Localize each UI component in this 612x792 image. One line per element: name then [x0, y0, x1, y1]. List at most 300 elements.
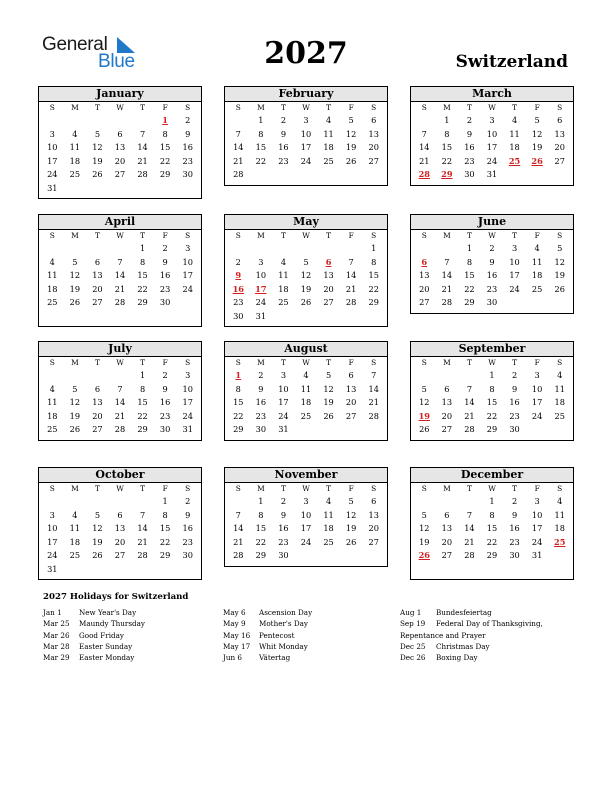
day: 5 [348, 496, 354, 506]
weekday-header: T [466, 231, 472, 240]
day: 31 [47, 182, 58, 193]
weekday-header: M [71, 358, 79, 367]
day: 15 [159, 142, 171, 153]
weekday-header: T [280, 358, 286, 367]
day: 26 [345, 155, 357, 166]
day: 23 [509, 536, 520, 547]
day: 17 [509, 270, 520, 281]
day: 7 [421, 128, 427, 139]
day: 5 [325, 370, 332, 380]
day: 21 [114, 283, 126, 294]
day: 18 [509, 142, 520, 153]
holiday-name: Boxing Day [436, 653, 478, 663]
day: 20 [92, 410, 103, 421]
holiday-date: Mar 29 [43, 653, 70, 663]
day: 21 [345, 283, 357, 294]
weekday-header: F [348, 358, 354, 367]
day: 14 [233, 142, 244, 153]
day: 30 [509, 424, 520, 435]
day: 20 [114, 536, 126, 547]
day: 12 [69, 397, 81, 408]
day: 19 [323, 397, 334, 408]
holiday-name: Pentecost [259, 630, 295, 640]
weekday-header: M [443, 231, 451, 240]
empty-day [109, 242, 132, 256]
day: 22 [255, 155, 267, 166]
weekday-header: T [326, 231, 332, 240]
day: 12 [69, 270, 81, 281]
day: 10 [182, 383, 193, 394]
weekday-header: S [185, 103, 191, 112]
day: 24 [531, 410, 543, 421]
day: 24 [509, 283, 520, 294]
day: 16 [159, 397, 171, 408]
day: 16 [509, 523, 520, 534]
day: 24 [531, 536, 543, 547]
day: 13 [114, 142, 126, 153]
day: 3 [534, 496, 540, 506]
day: 21 [137, 536, 148, 547]
holiday-name: Vätertag [259, 653, 291, 663]
day: 13 [419, 270, 430, 281]
day: 21 [419, 155, 430, 166]
weekday-header: T [280, 103, 286, 112]
day: 7 [466, 509, 473, 520]
day: 15 [441, 142, 453, 153]
empty-day [458, 369, 481, 383]
day: 17 [47, 536, 58, 547]
day: 8 [235, 383, 241, 394]
day: 17 [182, 397, 193, 408]
day: 14 [345, 270, 357, 281]
day: 23 [182, 155, 193, 166]
day: 4 [557, 370, 563, 380]
day: 16 [255, 397, 267, 408]
day: 8 [139, 256, 146, 267]
empty-day [109, 369, 132, 383]
day: 30 [233, 310, 244, 321]
holiday-day: 25 [508, 155, 521, 166]
day: 5 [421, 383, 427, 394]
day: 15 [233, 397, 244, 408]
day: 2 [162, 370, 168, 380]
weekday-header: T [512, 103, 518, 112]
day: 9 [162, 383, 168, 394]
day: 20 [368, 142, 379, 153]
holiday-name: Ascension Day [259, 608, 313, 617]
day: 26 [92, 169, 103, 180]
month-august [224, 341, 388, 441]
day: 27 [92, 424, 103, 435]
day: 3 [49, 509, 55, 520]
day: 4 [49, 383, 55, 394]
month-title: July [39, 342, 201, 357]
weekday-header: M [71, 484, 79, 493]
day: 9 [511, 383, 518, 394]
month-title: April [39, 215, 201, 230]
day: 11 [323, 509, 334, 520]
day: 1 [371, 243, 377, 253]
day: 1 [444, 115, 450, 125]
empty-day [413, 242, 436, 256]
holiday-date: Mar 28 [43, 641, 70, 651]
weekday-header: F [534, 484, 540, 493]
empty-day [109, 495, 132, 509]
day: 16 [278, 142, 289, 153]
holiday-date: Mar 26 [43, 630, 70, 640]
day: 21 [114, 410, 126, 421]
day: 20 [441, 536, 453, 547]
holiday-day: 9 [235, 270, 242, 281]
day: 28 [233, 169, 244, 180]
day: 2 [162, 243, 168, 253]
day: 31 [486, 169, 498, 180]
weekday-header: M [443, 484, 451, 493]
day: 5 [303, 256, 309, 267]
day-grid [225, 357, 387, 437]
day: 15 [137, 397, 148, 408]
weekday-header: F [162, 358, 168, 367]
day: 24 [300, 536, 312, 547]
holiday-name: Easter Monday [79, 653, 135, 663]
holiday-date: Dec 26 [400, 653, 426, 663]
day: 25 [47, 297, 58, 308]
weekday-header: M [71, 231, 79, 240]
day-grid [411, 357, 573, 437]
day: 14 [114, 270, 126, 281]
weekday-header: T [466, 358, 472, 367]
day: 22 [368, 283, 379, 294]
day: 2 [258, 370, 264, 380]
day: 6 [94, 383, 101, 394]
weekday-header: T [140, 231, 146, 240]
weekday-header: S [421, 484, 427, 493]
day: 30 [278, 550, 289, 561]
day: 2 [511, 370, 518, 380]
weekday-header: T [94, 358, 100, 367]
day-grid [39, 230, 201, 310]
weekday-header: M [257, 358, 265, 367]
day: 4 [557, 496, 563, 506]
empty-day [86, 242, 109, 256]
holiday-name: Easter Sunday [79, 641, 133, 651]
day: 13 [92, 397, 103, 408]
day: 7 [235, 509, 241, 520]
weekday-header: W [488, 231, 496, 240]
day: 10 [509, 256, 520, 267]
day: 23 [233, 297, 244, 308]
day: 9 [511, 509, 518, 520]
empty-day [64, 242, 87, 256]
day: 4 [325, 115, 332, 125]
month-title: August [225, 342, 387, 357]
empty-day [413, 114, 436, 128]
month-may [224, 214, 388, 327]
weekday-header: T [140, 103, 146, 112]
weekday-header: T [94, 231, 100, 240]
weekday-header: T [466, 484, 472, 493]
day: 16 [278, 523, 289, 534]
day: 27 [419, 297, 430, 308]
day: 1 [162, 496, 168, 506]
weekday-header: M [257, 231, 265, 240]
weekday-header: W [302, 103, 310, 112]
weekday-header: T [512, 231, 518, 240]
holidays-list [43, 607, 583, 677]
month-title: June [411, 215, 573, 230]
day: 20 [441, 410, 453, 421]
day: 4 [49, 256, 55, 267]
day: 24 [47, 550, 58, 561]
holiday-day: 19 [418, 410, 430, 421]
day: 25 [69, 169, 81, 180]
day: 31 [182, 424, 193, 435]
holidays-title: 2027 Holidays for Switzerland [43, 592, 189, 602]
day: 26 [69, 297, 81, 308]
weekday-header: W [302, 358, 310, 367]
header [0, 0, 612, 80]
day: 10 [182, 256, 193, 267]
empty-day [131, 495, 154, 509]
day: 19 [554, 270, 565, 281]
day: 23 [159, 410, 171, 421]
month-title: February [225, 87, 387, 102]
day: 23 [486, 283, 498, 294]
empty-day [227, 495, 250, 509]
day: 27 [345, 410, 357, 421]
month-february [224, 86, 388, 186]
day: 13 [368, 509, 379, 520]
day: 29 [159, 550, 171, 561]
holiday-date: Dec 25 [400, 641, 426, 651]
day: 1 [139, 370, 146, 380]
day: 3 [280, 370, 287, 380]
day: 20 [368, 523, 379, 534]
day: 19 [531, 142, 543, 153]
weekday-header: S [371, 358, 377, 367]
day: 7 [117, 383, 123, 394]
day: 19 [345, 523, 357, 534]
day: 2 [511, 496, 518, 506]
day: 15 [255, 523, 267, 534]
day: 11 [554, 509, 565, 520]
day: 29 [486, 424, 498, 435]
day: 26 [419, 424, 430, 435]
day: 26 [69, 424, 81, 435]
day: 29 [137, 424, 148, 435]
day: 17 [278, 397, 289, 408]
empty-day [436, 495, 459, 509]
day: 12 [345, 128, 357, 139]
holiday-date: Aug 1 [400, 608, 422, 617]
weekday-header: W [116, 358, 124, 367]
day: 1 [258, 115, 264, 125]
day: 23 [182, 536, 193, 547]
day: 22 [159, 155, 171, 166]
day: 10 [531, 383, 543, 394]
day: 21 [464, 410, 475, 421]
month-december [410, 467, 574, 580]
holidays-column [400, 607, 543, 663]
day: 25 [47, 424, 58, 435]
day: 2 [280, 115, 287, 125]
day: 6 [94, 256, 101, 267]
day: 31 [255, 310, 267, 321]
day: 12 [419, 523, 430, 534]
day: 7 [371, 370, 377, 380]
day: 8 [258, 509, 264, 520]
empty-day [340, 242, 363, 256]
holiday-name-continuation: Repentance and Prayer [400, 630, 486, 640]
day: 12 [323, 383, 334, 394]
day: 13 [441, 523, 453, 534]
day-grid [39, 357, 201, 437]
holiday-name: Federal Day of Thanksgiving, [436, 619, 543, 629]
day: 24 [47, 169, 58, 180]
holiday-date: May 9 [223, 619, 246, 629]
day: 3 [489, 115, 495, 125]
day: 7 [139, 128, 146, 139]
day: 24 [486, 155, 498, 166]
empty-day [227, 114, 250, 128]
weekday-header: F [348, 484, 354, 493]
weekday-header: S [235, 231, 241, 240]
weekday-header: T [280, 231, 286, 240]
day: 14 [114, 397, 126, 408]
day: 4 [325, 496, 332, 506]
day: 19 [300, 283, 312, 294]
day: 3 [303, 496, 309, 506]
day: 14 [441, 270, 453, 281]
day: 22 [464, 283, 475, 294]
day: 24 [300, 155, 312, 166]
weekday-header: S [371, 484, 377, 493]
weekday-header: S [557, 231, 563, 240]
day: 31 [531, 550, 543, 561]
day: 21 [441, 283, 453, 294]
day: 8 [444, 128, 450, 139]
day: 6 [557, 115, 563, 125]
day: 19 [419, 536, 430, 547]
day: 1 [489, 496, 495, 506]
day: 22 [233, 410, 244, 421]
weekday-header: W [116, 231, 124, 240]
day: 18 [47, 410, 58, 421]
day: 18 [531, 270, 543, 281]
weekday-header: M [443, 358, 451, 367]
weekday-header: S [421, 358, 427, 367]
year-title: 2027 [264, 36, 348, 71]
holiday-date: May 16 [223, 630, 251, 640]
day: 9 [258, 383, 264, 394]
day: 23 [159, 283, 171, 294]
day: 31 [278, 424, 289, 435]
day: 9 [185, 128, 191, 139]
day: 5 [94, 509, 101, 520]
weekday-header: S [371, 231, 377, 240]
day: 8 [466, 256, 473, 267]
holiday-day: 29 [441, 169, 453, 180]
empty-day [272, 242, 295, 256]
day-grid [225, 102, 387, 182]
weekday-header: T [512, 484, 518, 493]
holiday-name: Whit Monday [259, 641, 308, 651]
day-grid [225, 230, 387, 324]
day: 10 [531, 509, 543, 520]
empty-day [317, 242, 340, 256]
day: 16 [159, 270, 171, 281]
day: 28 [114, 424, 126, 435]
day: 2 [185, 496, 191, 506]
day: 7 [444, 256, 450, 267]
day: 23 [278, 155, 289, 166]
day: 30 [255, 424, 267, 435]
day: 12 [92, 142, 103, 153]
month-january [38, 86, 202, 199]
day: 30 [159, 424, 171, 435]
day: 8 [162, 509, 168, 520]
holiday-date: Jan 1 [43, 608, 62, 617]
day: 24 [182, 410, 193, 421]
day: 28 [464, 424, 475, 435]
day: 23 [464, 155, 475, 166]
day: 19 [92, 536, 103, 547]
empty-day [295, 242, 318, 256]
day: 20 [323, 283, 334, 294]
day: 18 [323, 142, 334, 153]
empty-day [250, 242, 273, 256]
day: 10 [278, 383, 289, 394]
day-grid [39, 102, 201, 196]
weekday-header: F [348, 103, 354, 112]
holiday-day: 6 [325, 256, 332, 267]
day: 3 [258, 256, 264, 267]
day: 29 [486, 550, 498, 561]
day: 11 [278, 270, 289, 281]
day: 17 [182, 270, 193, 281]
day: 15 [255, 142, 267, 153]
weekday-header: S [557, 103, 563, 112]
empty-day [41, 495, 64, 509]
day: 14 [464, 523, 475, 534]
day: 27 [92, 297, 103, 308]
day: 6 [117, 128, 123, 139]
day: 19 [345, 142, 357, 153]
empty-day [86, 114, 109, 128]
day: 13 [554, 128, 565, 139]
day: 2 [466, 115, 473, 125]
holiday-date: May 6 [223, 608, 246, 617]
day: 10 [486, 128, 498, 139]
day-grid [411, 230, 573, 310]
day-grid [225, 483, 387, 563]
day: 9 [489, 256, 495, 267]
holiday-date: Mar 25 [43, 619, 70, 629]
weekday-header: F [162, 484, 168, 493]
day: 16 [464, 142, 475, 153]
day: 21 [137, 155, 148, 166]
day: 10 [300, 509, 312, 520]
day: 12 [554, 256, 565, 267]
day: 29 [137, 297, 148, 308]
weekday-header: S [235, 484, 241, 493]
holiday-day: 25 [554, 536, 566, 547]
day: 7 [139, 509, 146, 520]
day: 14 [137, 142, 148, 153]
day-grid [411, 102, 573, 182]
month-title: January [39, 87, 201, 102]
month-title: May [225, 215, 387, 230]
